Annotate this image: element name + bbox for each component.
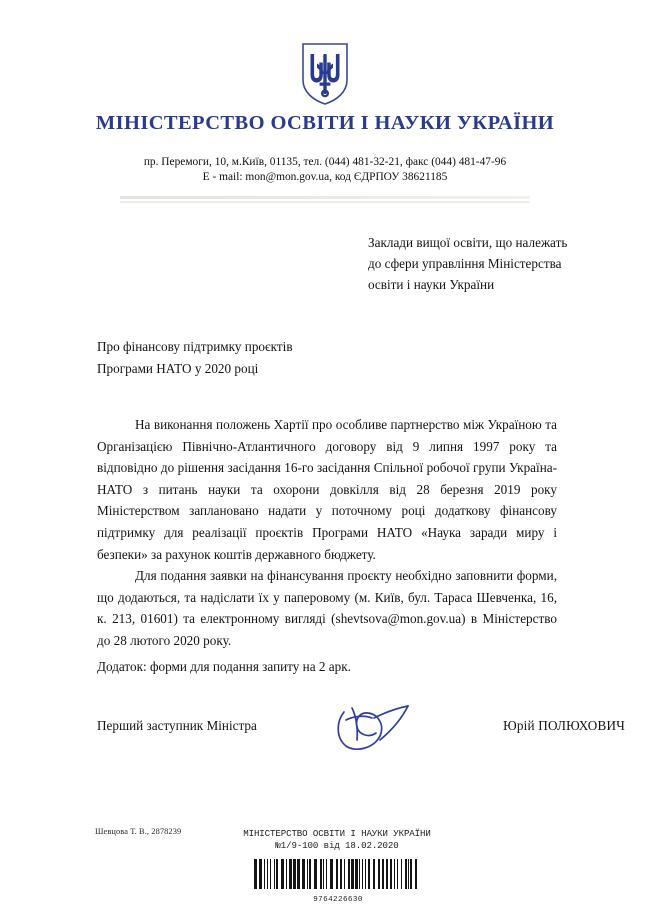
- registration-stamp: [232, 828, 442, 851]
- contact-block: [0, 155, 650, 185]
- address-line: пр. Перемоги, 10, м.Київ, 01135, тел. (044) 481-32-21, факс (044) 481-47-96: [143, 156, 507, 168]
- signatory-title: Перший заступник Міністра: [97, 718, 257, 733]
- subject-block: [97, 336, 397, 379]
- header-divider-secondary: [120, 201, 530, 203]
- addressee-block: [368, 232, 620, 295]
- emblem-container: [0, 42, 650, 106]
- document-body: [97, 414, 557, 652]
- addressee-line-2: до сфери управління Міністерства: [368, 256, 562, 271]
- barcode-image: [252, 857, 424, 895]
- attachment-note: Додаток: форми для подання запиту на 2 арк.: [97, 659, 351, 674]
- stamp-number-line: №1/9-100 від 18.02.2020: [275, 839, 399, 851]
- barcode-container: [252, 857, 424, 904]
- signatory-name: Юрій ПОЛЮХОВИЧ: [503, 718, 625, 733]
- executor-note: Шевцова Т. В., 2878239: [95, 827, 182, 836]
- page-title: МІНІСТЕРСТВО ОСВІТИ І НАУКИ УКРАЇНИ: [95, 112, 555, 134]
- body-paragraph-2: Для подання заявки на фінансування проєкту необхідно заповнити форми, що додаються, та надіслати їх у паперовому (м. Київ, бул. Тараса Шевченка, 16, к. 213, 01601) та електронному вигляді (shevtsova@mon.gov.ua) в Міністерство до 28 лютого 2020 року.: [97, 568, 557, 648]
- email-line: E - mail: mon@mon.gov.ua, код ЄДРПОУ 38621185: [202, 171, 448, 183]
- ukraine-trident-emblem: [299, 42, 351, 106]
- signature-block: [97, 718, 625, 734]
- addressee-line-3: освіти і науки України: [368, 277, 495, 292]
- subject-line-1: Про фінансову підтримку проєктів: [97, 339, 293, 354]
- barcode-digits: 9764226630: [313, 896, 363, 904]
- addressee-line-1: Заклади вищої освіти, що належать: [368, 235, 568, 250]
- subject-line-2: Програми НАТО у 2020 році: [97, 360, 259, 376]
- stamp-ministry-line: МІНІСТЕРСТВО ОСВІТИ І НАУКИ УКРАЇНИ: [243, 828, 431, 839]
- body-paragraph-1: На виконання положень Хартії про особливе партнерство між Україною та Організацією Північно-Атлантичного договору від 9 липня 1997 року та відповідно до рішення засідання 16-го засідання Спільної робочої групи Україна-НАТО з питань науки та охорони довкілля від 28 березня 2019 року Міністерством заплановано надати у поточному році додаткову фінансову підтримку для реалізації проєктів Програми НАТО «Наука заради миру і безпеки» за рахунок коштів державного бюджету.: [97, 417, 557, 562]
- header-divider: [120, 196, 530, 199]
